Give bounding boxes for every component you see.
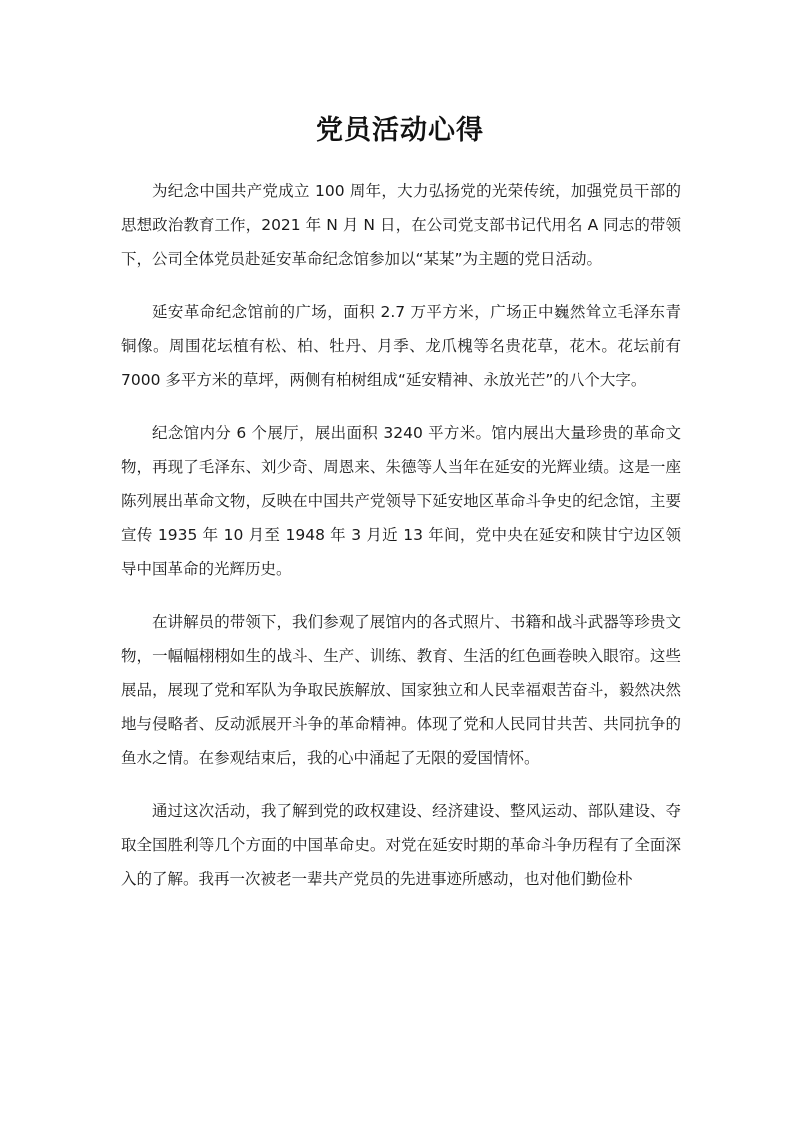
document-title: 党员活动心得 <box>316 115 484 146</box>
paragraph-guided-visit: 在讲解员的带领下，我们参观了展馆内的各式照片、书籍和战斗武器等珍贵文物，一幅幅栩栩如生的战斗、生产、训练、教育、生活的红色画卷映入眼帘。这些展品，展现了党和军队为争取民族解放、国家独立和人民幸福艰苦奋斗，毅然决然地与侵略者、反动派展开斗争的革命精神。体现了党和人民同甘共苦、共同抗争的鱼水之情。在参观结束后，我的心中涌起了无限的爱国情怀。 <box>121 613 681 767</box>
paragraph-anniversary-activity: 为纪念中国共产党成立 100 周年，大力弘扬党的光荣传统，加强党员干部的思想政治教育工作，2021 年 N 月 N 日，在公司党支部书记代用名 A 同志的带领下，公司全体党员赴延安革命纪念馆参加以“某某”为主题的党日活动。 <box>121 182 681 268</box>
paragraph-memorial-square: 延安革命纪念馆前的广场，面积 2.7 万平方米，广场正中巍然耸立毛泽东青铜像。周围花坛植有松、柏、牡丹、月季、龙爪槐等名贵花草，花木。花坛前有 7000 多平方米的草坪，两侧有柏树组成“延安精神、永放光芒”的八个大字。 <box>121 303 681 389</box>
paragraph-exhibition-halls: 纪念馆内分 6 个展厅，展出面积 3240 平方米。馆内展出大量珍贵的革命文物，再现了毛泽东、刘少奇、周恩来、朱德等人当年在延安的光辉业绩。这是一座陈列展出革命文物，反映在中国共产党领导下延安地区革命斗争史的纪念馆，主要宣传 1935 年 10 月至 1948 年 3 月近 13 年间，党中央在延安和陕甘宁边区领导中国革命的光辉历史。 <box>121 424 681 578</box>
paragraph-reflection: 通过这次活动，我了解到党的政权建设、经济建设、整风运动、部队建设、夺取全国胜利等几个方面的中国革命史。对党在延安时期的革命斗争历程有了全面深入的了解。我再一次被老一辈共产党员的先进事迹所感动，也对他们勤俭朴 <box>121 802 681 888</box>
document-body <box>121 174 681 915</box>
